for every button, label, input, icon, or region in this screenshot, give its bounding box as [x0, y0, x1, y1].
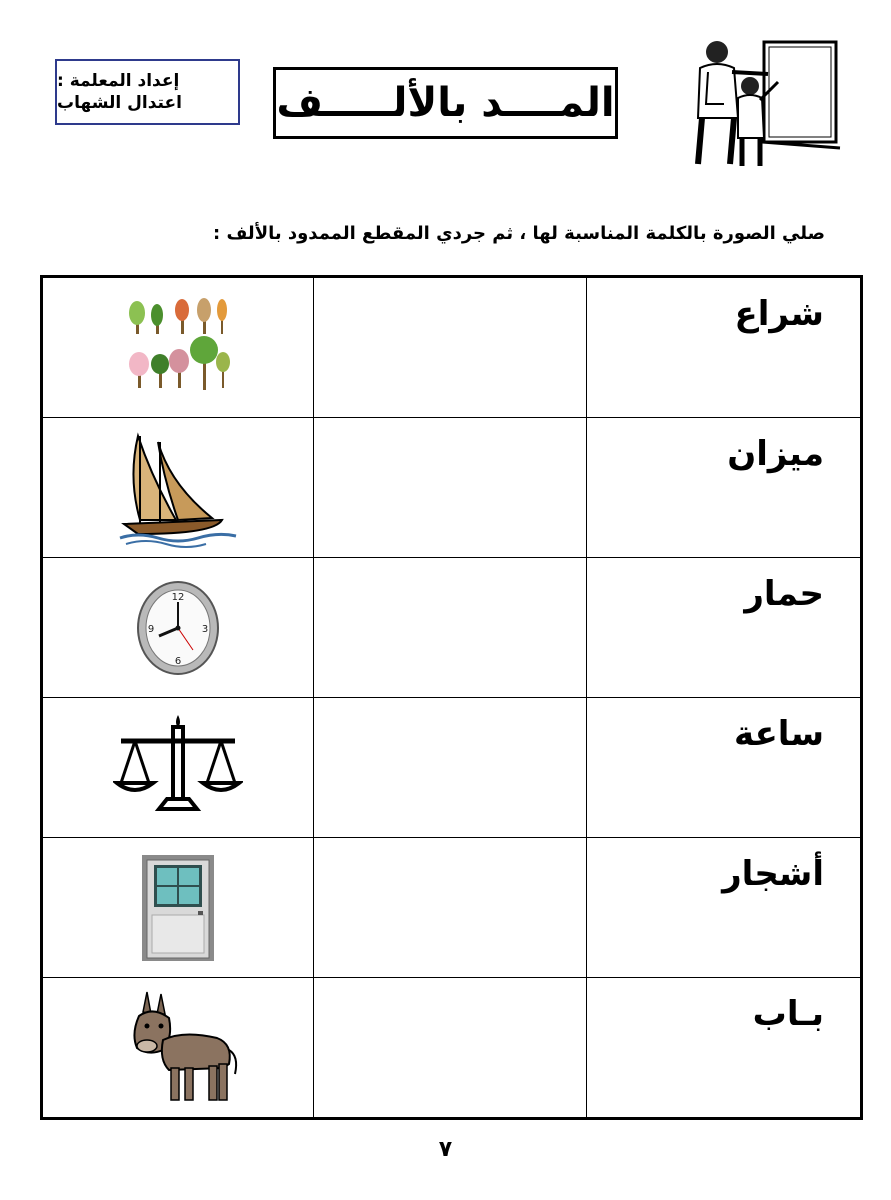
- table-row: [42, 418, 862, 558]
- worksheet-title-box: [273, 67, 618, 139]
- table-row: [42, 277, 862, 418]
- balance-scale-icon: [113, 713, 243, 823]
- instruction-text: صلي الصورة بالكلمة المناسبة لها ، ثم جردي المقطع الممدود بالألف :: [213, 223, 825, 244]
- answer-cell[interactable]: [314, 418, 587, 558]
- word-label: ميزان: [727, 434, 824, 474]
- matching-table: [40, 275, 863, 1120]
- picture-cell[interactable]: [42, 418, 314, 558]
- word-cell[interactable]: [587, 558, 862, 698]
- svg-text:6: 6: [174, 655, 182, 667]
- table-row: [42, 978, 862, 1119]
- donkey-icon: [113, 990, 243, 1105]
- word-cell[interactable]: [587, 838, 862, 978]
- word-label: ساعة: [733, 714, 824, 754]
- word-cell[interactable]: [587, 418, 862, 558]
- teacher-info-box: [55, 59, 240, 125]
- answer-cell[interactable]: [314, 978, 587, 1119]
- svg-text:3: 3: [201, 623, 209, 635]
- picture-cell[interactable]: [42, 838, 314, 978]
- teacher-label: إعداد المعلمة :: [57, 71, 180, 91]
- picture-cell[interactable]: [42, 698, 314, 838]
- table-row: [42, 838, 862, 978]
- svg-text:12: 12: [171, 591, 185, 603]
- answer-cell[interactable]: [314, 277, 587, 418]
- word-cell[interactable]: [587, 277, 862, 418]
- door-icon: [138, 853, 218, 963]
- answer-cell[interactable]: [314, 838, 587, 978]
- teacher-name: اعتدال الشهاب: [57, 93, 182, 113]
- sailboat-icon: [118, 428, 238, 548]
- page-number: ٧: [438, 1137, 453, 1162]
- clock-icon: [133, 578, 223, 678]
- word-label: شراع: [734, 294, 824, 334]
- picture-cell[interactable]: [42, 558, 314, 698]
- word-cell[interactable]: [587, 978, 862, 1119]
- word-label: بـاب: [752, 994, 824, 1034]
- worksheet-title: المــــد بالألـــــف: [276, 80, 615, 126]
- word-label: أشجار: [722, 854, 824, 894]
- trees-icon: [123, 298, 233, 398]
- table-row: [42, 558, 862, 698]
- word-cell[interactable]: [587, 698, 862, 838]
- table-row: [42, 698, 862, 838]
- answer-cell[interactable]: [314, 558, 587, 698]
- picture-cell[interactable]: [42, 978, 314, 1119]
- answer-cell[interactable]: [314, 698, 587, 838]
- picture-cell[interactable]: [42, 277, 314, 418]
- svg-text:9: 9: [147, 623, 155, 635]
- teacher-pointing-board-icon: [672, 34, 847, 169]
- word-label: حمار: [744, 574, 824, 614]
